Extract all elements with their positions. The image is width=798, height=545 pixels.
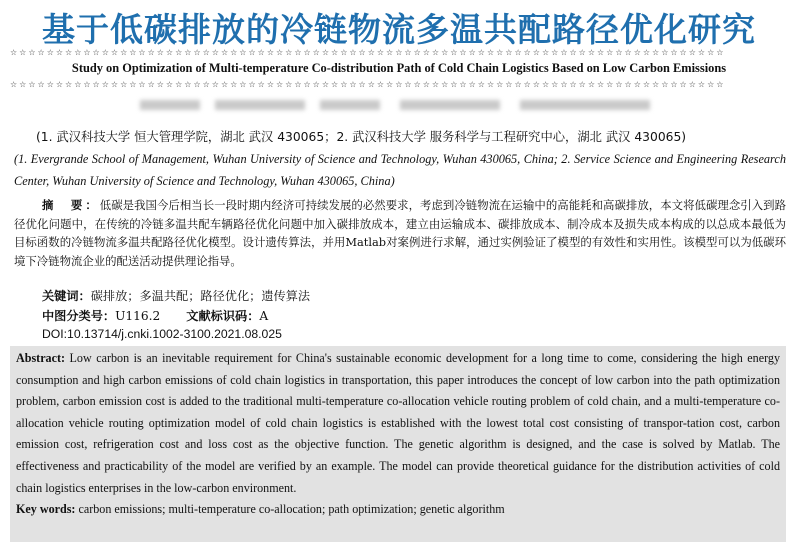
- affiliation-chinese: (1. 武汉科技大学 恒大管理学院，湖北 武汉 430065；2. 武汉科技大学 服务科学与工程研究中心，湖北 武汉 430065): [36, 130, 687, 144]
- keywords-chinese: [42, 287, 310, 304]
- abstract-english-label: Abstract:: [16, 351, 66, 365]
- decorative-border-bottom: ☆☆☆☆☆☆☆☆☆☆☆☆☆☆☆☆☆☆☆☆☆☆☆☆☆☆☆☆☆☆☆☆☆☆☆☆☆☆☆☆☆☆☆☆☆☆☆☆☆☆☆☆☆☆☆☆☆☆☆☆☆☆☆☆☆☆☆☆☆☆☆☆☆☆☆☆☆☆: [10, 81, 726, 89]
- doc-code-value: A: [259, 309, 269, 323]
- keywords-chinese-text: 碳排放；多温共配；路径优化；遗传算法: [90, 289, 311, 303]
- keywords-english-label: Key words:: [16, 502, 76, 517]
- authors-redacted: [140, 96, 660, 114]
- abstract-english-text: Low carbon is an inevitable requirement for China's sustainable economic development for a long time to come, considering the high energy consumption and high carbon emissions of cold chain logistics in transportation, this paper introduces the concept of low carbon into the path optimization problem, carbon emission cost is added to the traditional multi-temperature co-allocation vehicle routing problem of cold chain, and a multi-temperature co-allocation vehicle routing optimization model of cold chain logistics is established with the lowest total cost consisting of transpor-tation cost, carbon emission cost, refrigeration cost and loss cost as the objective function. The genetic algorithm is designed, and the case is solved by Matlab. The effectiveness and practicability of the model are verified by an example. The model can provide theoretical guidance for the distribution activities of cold chain logistics enterprises in the low-carbon environment.: [16, 351, 780, 495]
- abstract-english: [16, 348, 780, 499]
- abstract-chinese: [14, 196, 786, 270]
- affiliation-english: (1. Evergrande School of Management, Wuhan University of Science and Technology, Wuhan 430065, China; 2. Service Science and Engineering Research Center, Wuhan University of Science and Technology, Wuhan 430065, China): [14, 152, 786, 188]
- clc-label: 中图分类号：: [42, 309, 116, 323]
- doi: DOI:10.13714/j.cnki.1002-3100.2021.08.025: [42, 327, 282, 341]
- abstract-chinese-label: 摘 要：: [42, 198, 100, 212]
- decorative-border-top: ☆☆☆☆☆☆☆☆☆☆☆☆☆☆☆☆☆☆☆☆☆☆☆☆☆☆☆☆☆☆☆☆☆☆☆☆☆☆☆☆☆☆☆☆☆☆☆☆☆☆☆☆☆☆☆☆☆☆☆☆☆☆☆☆☆☆☆☆☆☆☆☆☆☆☆☆☆☆: [10, 49, 726, 57]
- abstract-chinese-text: 低碳是我国今后相当长一段时期内经济可持续发展的必然要求，考虑到冷链物流在运输中的高能耗和高碳排放，本文将低碳理念引入到路径优化问题中，在传统的冷链多温共配车辆路径优化问题中加入碳排放成本，建立由运输成本、碳排放成本、制冷成本及损失成本构成的以总成本最低为目标函数的冷链物流多温共配路径优化模型。设计遗传算法，并用Matlab对案例进行求解，通过实例验证了模型的有效性和实用性。该模型可以为低碳环境下冷链物流企业的配送活动提供理论指导。: [14, 198, 786, 268]
- paper-title-chinese: 基于低碳排放的冷链物流多温共配路径优化研究: [42, 10, 756, 49]
- abstract-english-box: [10, 346, 786, 542]
- keywords-english-text: carbon emissions; multi-temperature co-allocation; path optimization; genetic algorithm: [78, 502, 505, 517]
- keywords-chinese-label: 关键词：: [42, 289, 91, 303]
- keywords-english: [16, 499, 780, 521]
- classification-line: [42, 307, 268, 324]
- paper-title-english: Study on Optimization of Multi-temperature Co-distribution Path of Cold Chain Logistics Based on Low Carbon Emissions: [71, 61, 727, 75]
- doc-code-label: 文献标识码：: [186, 309, 260, 323]
- clc-value: U116.2: [115, 309, 161, 323]
